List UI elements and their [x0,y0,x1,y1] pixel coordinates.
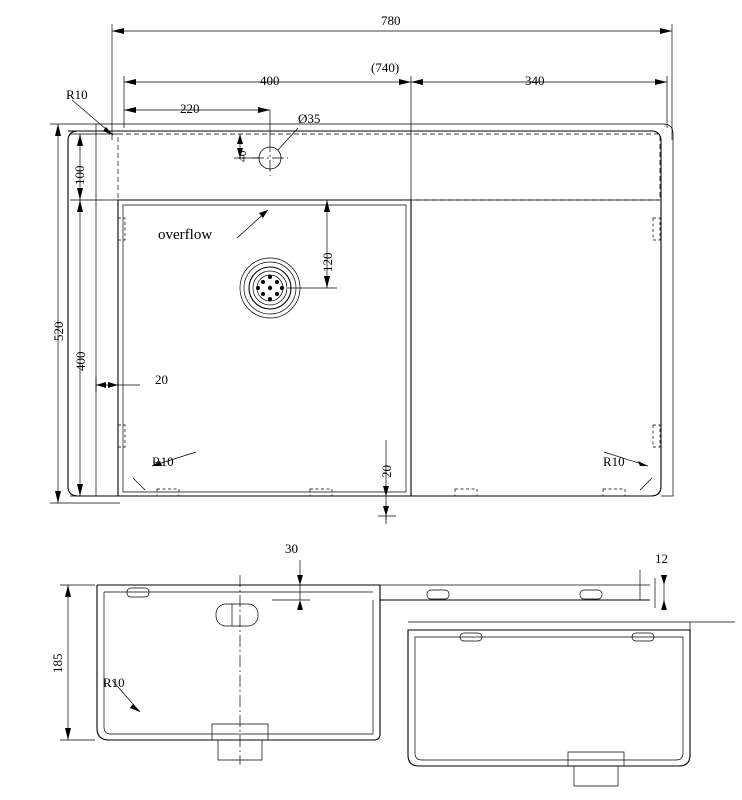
deck-ledge-dashed [118,134,660,200]
r10-bottomright-tick [640,478,652,490]
label-r10-bottom-left: R10 [152,454,174,469]
dim-label-30: 30 [285,541,298,556]
dim-label-12: 12 [655,551,668,566]
dim-label-185: 185 [50,653,65,673]
dim-label-100: 100 [72,165,87,185]
mounting-clips [118,218,660,496]
dim-label-520: 520 [51,321,66,341]
dim-label-780: 780 [381,13,401,28]
label-r10-front: R10 [103,675,125,690]
dim-label-120: 120 [320,252,335,272]
dim-label-400-vertical: 400 [73,351,88,371]
sink-rim-outline [96,124,673,496]
dim-label-740: (740) [371,60,400,75]
bowl-inner-outline [123,205,406,492]
label-overflow: overflow [158,227,213,243]
dim-label-40: 40 [237,150,249,162]
dim-label-tap-hole-dia: Ø35 [298,111,321,126]
sink-outer-outline [68,131,661,496]
dim-label-340: 340 [525,73,545,88]
r10-bottomleft-tick [133,478,145,490]
label-r10-top-left: R10 [66,87,88,102]
dim-label-400: 400 [260,73,280,88]
label-r10-bottom-right: R10 [603,454,625,469]
side-view-geometry [408,622,735,786]
front-view-geometry [60,560,667,765]
dim-label-220: 220 [180,101,200,116]
bowl-outline [118,200,411,496]
dim-label-20-left: 20 [155,372,168,387]
dim-label-20-bottom: 20 [379,465,394,478]
